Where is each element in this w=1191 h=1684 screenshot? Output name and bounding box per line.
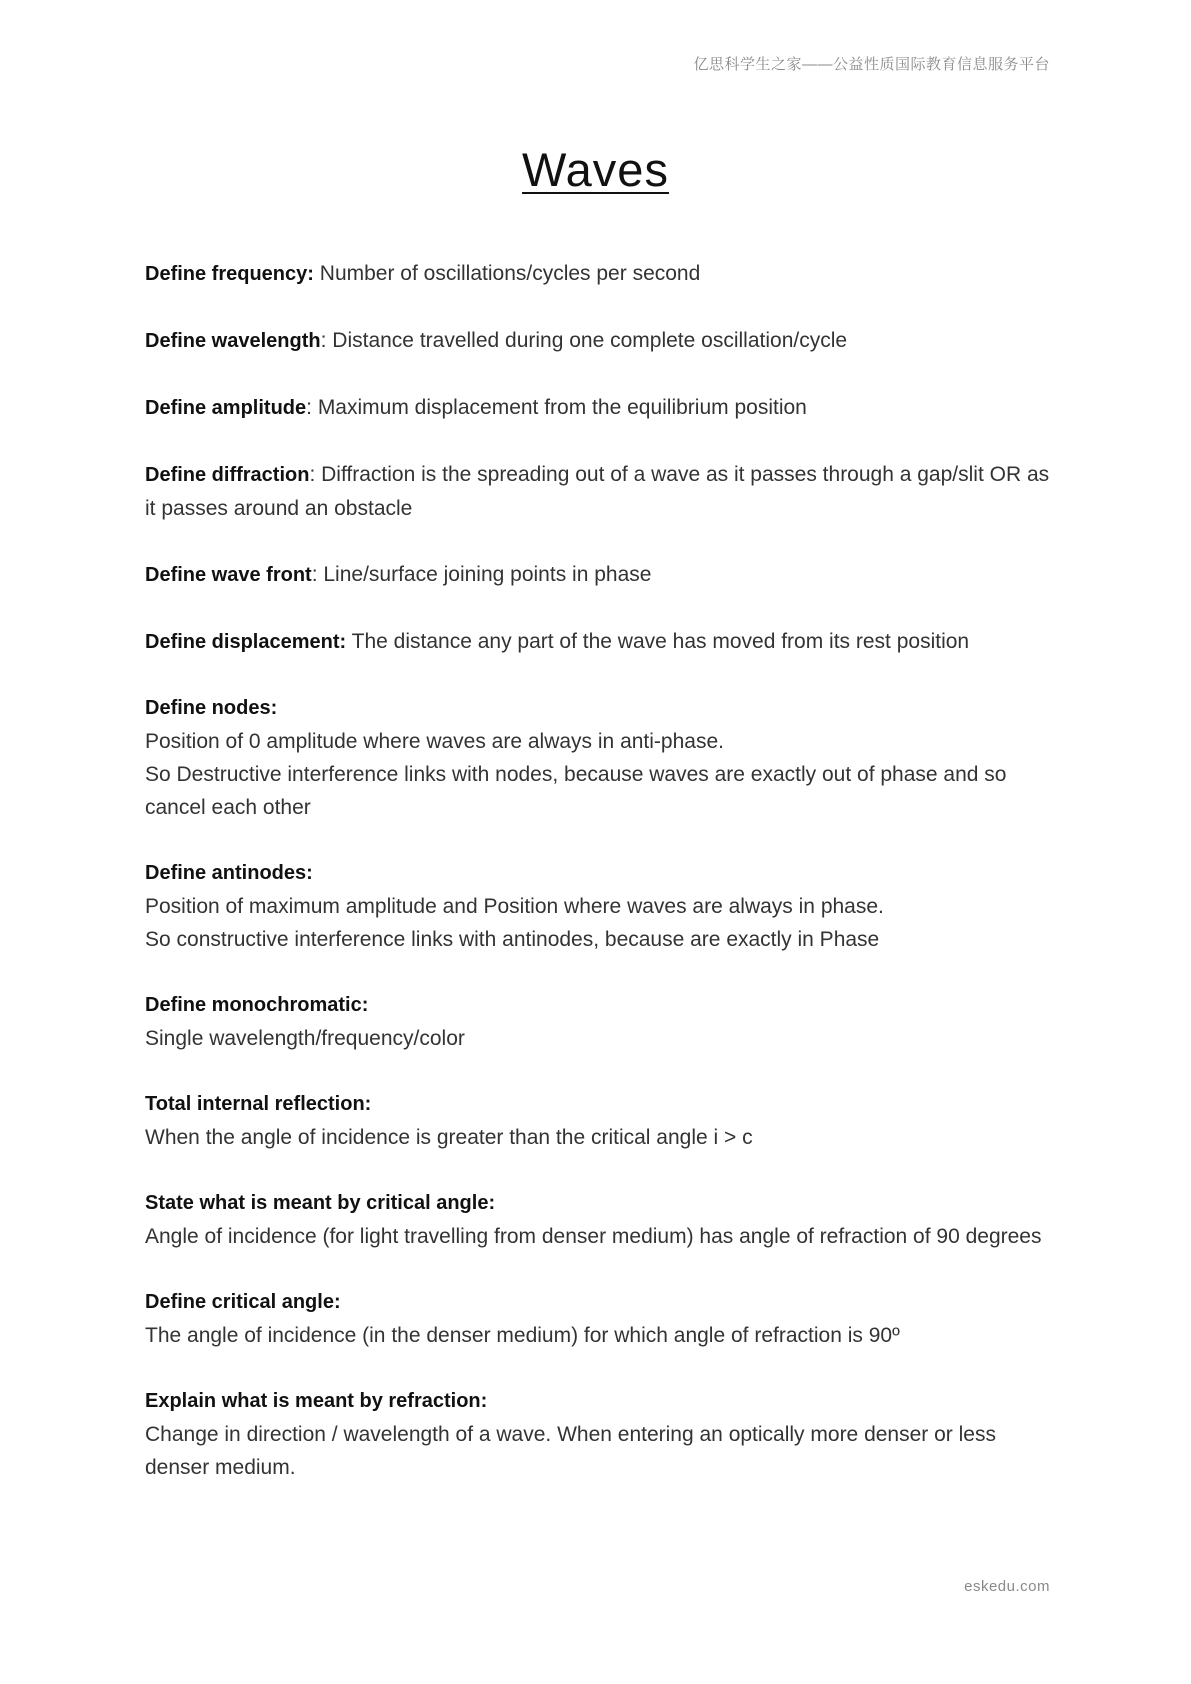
entry-text: Maximum displacement from the equilibrium position <box>317 396 807 419</box>
entry-displacement <box>145 625 1055 659</box>
entry-term: Define nodes: <box>145 697 278 719</box>
entry-term: Define monochromatic: <box>145 994 369 1016</box>
entry-separator: : <box>309 463 322 486</box>
entry-critical-angle-meaning <box>145 1187 1055 1253</box>
header-source-note: 亿思科学生之家——公益性质国际教育信息服务平台 <box>693 56 1050 73</box>
entry-total-internal-reflection <box>145 1088 1055 1154</box>
entry-wavelength <box>145 324 1055 358</box>
footer-site-link[interactable]: eskedu.com <box>964 1578 1050 1595</box>
entry-amplitude <box>145 391 1055 425</box>
entry-separator: : <box>306 396 318 419</box>
entry-diffraction <box>145 458 1055 525</box>
entry-term: Define displacement: <box>145 631 347 653</box>
entry-term: Define wavelength <box>145 330 321 352</box>
entry-term: Define diffraction <box>145 464 310 486</box>
entry-text: Diffraction is the spreading out of a wave as it passes through a gap/slit OR as it passes around an obstacle <box>145 463 1050 520</box>
entry-term: Define amplitude <box>145 397 307 419</box>
entry-line: Position of 0 amplitude where waves are always in anti-phase. <box>145 730 724 753</box>
entry-line: Position of maximum amplitude and Position where waves are always in phase. <box>145 895 884 918</box>
entry-term: Define wave front <box>145 564 312 586</box>
entry-term: Total internal reflection: <box>145 1093 372 1115</box>
entry-line: Change in direction / wavelength of a wave. When entering an optically more denser or less denser medium. <box>145 1423 996 1479</box>
entry-line: The angle of incidence (in the denser medium) for which angle of refraction is 90º <box>145 1324 900 1347</box>
entry-term: Define antinodes: <box>145 862 313 884</box>
entry-text: The distance any part of the wave has moved from its rest position <box>351 630 970 653</box>
entry-critical-angle <box>145 1286 1055 1352</box>
entry-wave-front <box>145 558 1055 592</box>
page-title: Waves <box>522 143 669 196</box>
entry-term: Define frequency: <box>145 263 314 285</box>
entry-monochromatic <box>145 989 1055 1055</box>
entry-refraction <box>145 1385 1055 1484</box>
entry-term: Define critical angle: <box>145 1291 341 1313</box>
entry-separator: : <box>311 563 324 586</box>
entry-text: Distance travelled during one complete oscillation/cycle <box>332 329 848 352</box>
entry-frequency <box>145 257 1055 291</box>
definitions-list <box>145 257 1055 1517</box>
entry-line: Single wavelength/frequency/color <box>145 1027 465 1050</box>
entry-term: Explain what is meant by refraction: <box>145 1390 488 1412</box>
entry-term: State what is meant by critical angle: <box>145 1192 496 1214</box>
entry-nodes <box>145 692 1055 824</box>
entry-line: Angle of incidence (for light travelling from denser medium) has angle of refraction of 90 degrees <box>145 1225 1042 1248</box>
entry-antinodes <box>145 857 1055 956</box>
entry-text: Number of oscillations/cycles per second <box>319 262 701 285</box>
entry-line: When the angle of incidence is greater than the critical angle i > c <box>145 1126 753 1149</box>
entry-line: So constructive interference links with antinodes, because are exactly in Phase <box>145 928 880 951</box>
entry-text: Line/surface joining points in phase <box>323 563 652 586</box>
entry-separator: : <box>320 329 333 352</box>
entry-line: So Destructive interference links with nodes, because waves are exactly out of phase and so cancel each other <box>145 763 1007 819</box>
